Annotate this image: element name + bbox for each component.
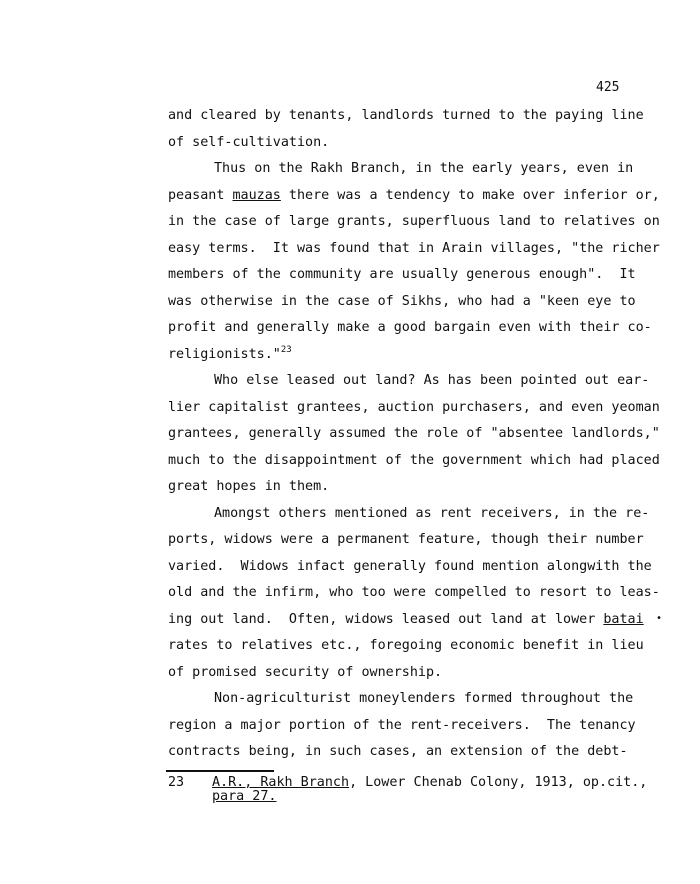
footnote-source-details: , Lower Chenab Colony, 1913, op.cit.,: [349, 775, 648, 790]
page-number: 425: [596, 80, 620, 95]
footnote-rule: [166, 770, 274, 772]
text-line: lier capitalist grantees, auction purchasers, and even yeoman: [168, 399, 660, 415]
emphasized-term: mauzas: [232, 187, 281, 203]
text-line: much to the disappointment of the government which had placed: [168, 452, 660, 468]
text-line: profit and generally make a good bargain even with their co-: [168, 320, 652, 335]
text-line: was otherwise in the case of Sikhs, who had a "keen eye to: [168, 293, 636, 309]
text-line: peasant mauzas there was a tendency to make over inferior or,: [168, 187, 660, 203]
text-line: old and the infirm, who too were compelled to resort to leas-: [168, 585, 660, 600]
paragraph: [168, 501, 658, 687]
margin-mark: •: [656, 613, 663, 624]
text-line: in the case of large grants, superfluous land to relatives on: [168, 214, 660, 229]
text-line: varied. Widows infact generally found mention alongwith the: [168, 558, 652, 574]
text-line: Thus on the Rakh Branch, in the early years, even in: [214, 161, 634, 176]
text-line: religionists."$^{23}$: [168, 344, 292, 362]
text-line: great hopes in them.: [168, 479, 330, 494]
text-line: Amongst others mentioned as rent receivers, in the re-: [214, 505, 650, 521]
text-line: Who else leased out land? As has been pointed out ear-: [214, 373, 650, 388]
body-text: [168, 103, 658, 766]
footnote-source: A.R., Rakh Branch: [212, 775, 350, 790]
text-line: Non-agriculturist moneylenders formed throughout the: [214, 691, 634, 706]
text-line: of promised security of ownership.: [168, 664, 443, 680]
footnote-number: 23: [168, 775, 185, 790]
text-line: ing out land. Often, widows leased out land at lower batai: [168, 611, 644, 627]
emphasized-term: batai: [603, 611, 644, 627]
footnote-text: [212, 776, 647, 804]
text-line: region a major portion of the rent-receivers. The tenancy: [168, 717, 636, 733]
text-line: ports, widows were a permanent feature, though their number: [168, 532, 644, 547]
text-line: members of the community are usually generous enough". It: [168, 267, 636, 282]
text-line: and cleared by tenants, landlords turned to the paying line: [168, 108, 644, 123]
footnote-para: para 27.: [212, 789, 277, 804]
text-line: contracts being, in such cases, an extension of the debt-: [168, 744, 628, 759]
text-line: of self-cultivation.: [168, 134, 330, 150]
text-line: grantees, generally assumed the role of "absentee landlords,": [168, 426, 660, 441]
paragraph: [168, 103, 658, 156]
paragraph: [168, 156, 658, 368]
paragraph: [168, 686, 658, 766]
footnote-ref: 23: [280, 344, 292, 355]
paragraph: [168, 368, 658, 501]
text-line: rates to relatives etc., foregoing economic benefit in lieu: [168, 638, 644, 653]
text-line: easy terms. It was found that in Arain villages, "the richer: [168, 240, 660, 256]
